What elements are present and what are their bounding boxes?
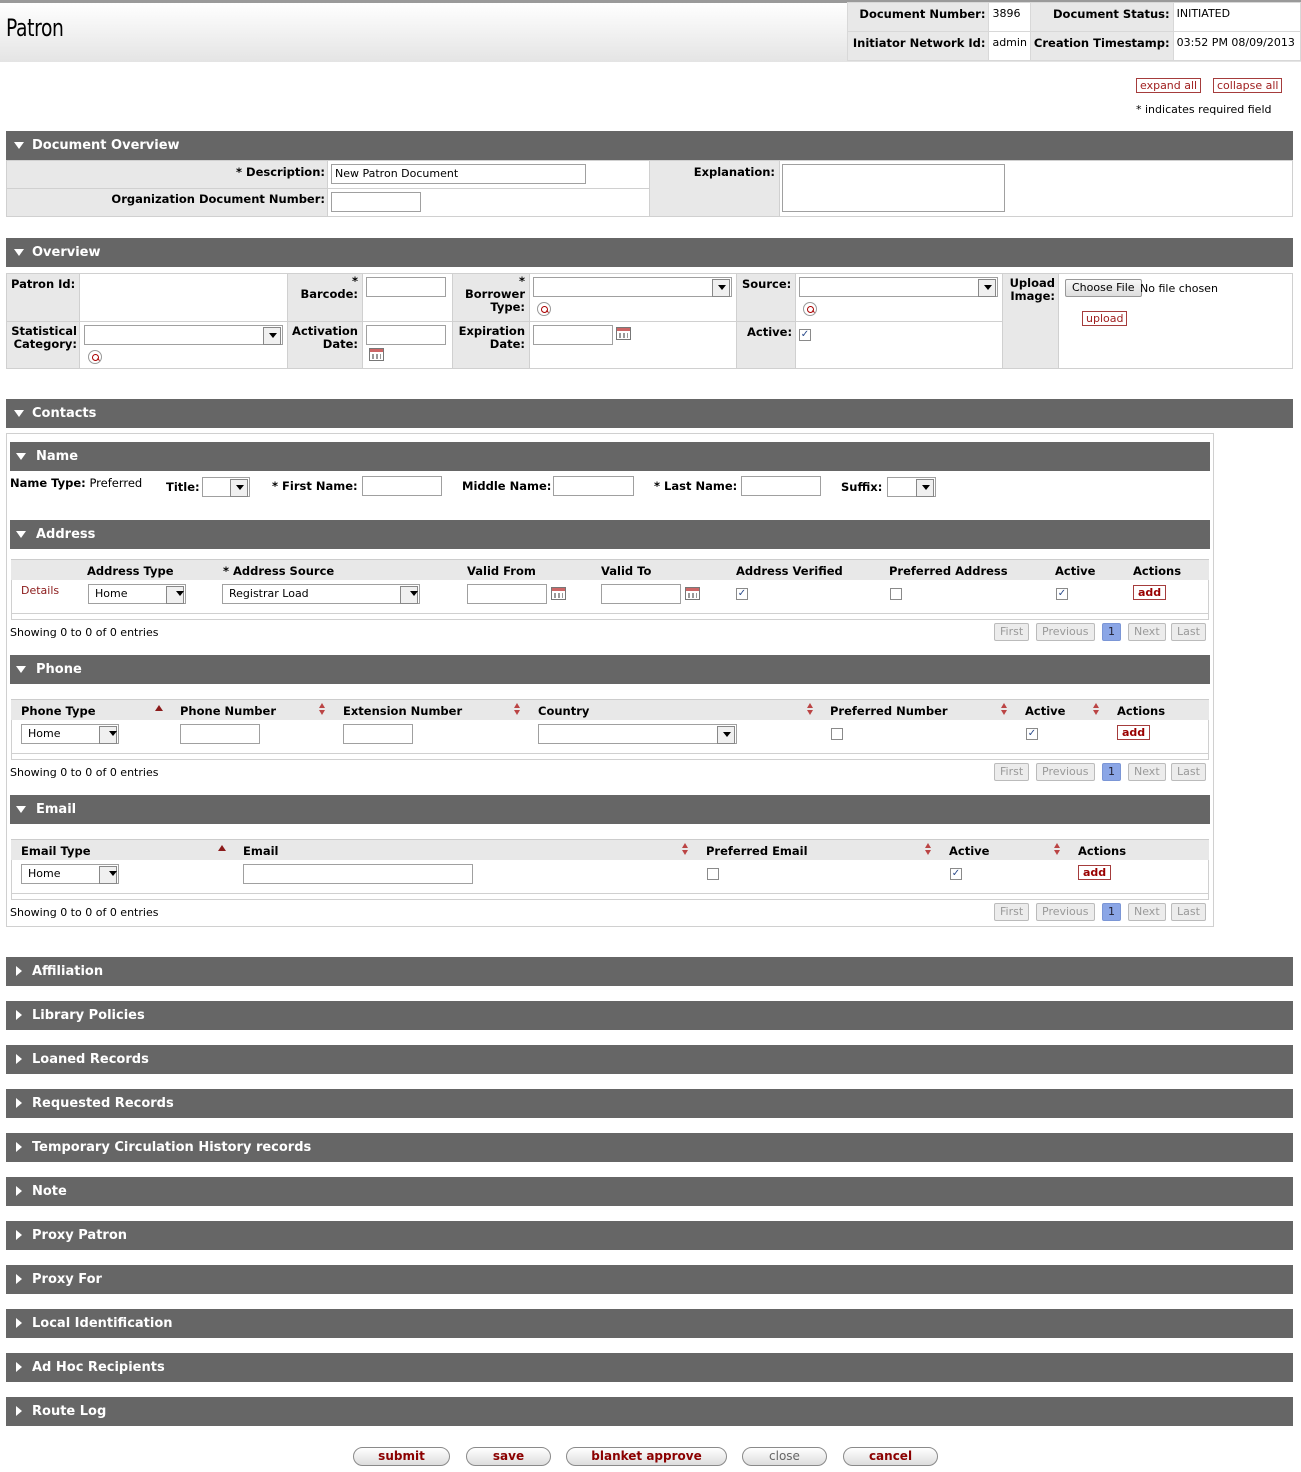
sort-icon xyxy=(1093,703,1099,717)
address-active-checkbox[interactable]: ✓ xyxy=(1057,588,1067,599)
calendar-icon[interactable] xyxy=(685,587,700,600)
details-link[interactable]: Details xyxy=(21,584,60,597)
email-active-checkbox[interactable]: ✓ xyxy=(951,868,961,879)
email-pager-first[interactable]: First xyxy=(994,903,1029,921)
phone-type-select[interactable]: Home xyxy=(21,724,119,744)
name-type-label: Name Type: xyxy=(10,476,86,490)
address-verified-checkbox[interactable]: ✓ xyxy=(737,588,747,599)
org-doc-number-input[interactable] xyxy=(331,192,421,212)
last-name-label: * Last Name: xyxy=(654,479,738,493)
expiration-date-label xyxy=(455,325,525,351)
lookup-magnifier-icon[interactable] xyxy=(537,302,551,316)
preferred-number-checkbox[interactable] xyxy=(831,728,843,740)
address-add-button[interactable]: add xyxy=(1133,585,1166,600)
required-star: * xyxy=(518,274,525,288)
sort-icon xyxy=(319,703,325,717)
submit-button[interactable]: submit xyxy=(353,1447,450,1466)
page-title: Patron xyxy=(6,14,64,42)
col-active[interactable]: Active xyxy=(1055,564,1096,578)
chevron-down-icon xyxy=(176,591,184,596)
borrower-type-label xyxy=(455,275,525,314)
row-divider xyxy=(7,188,649,189)
description-label: * Description: xyxy=(236,165,325,179)
first-name-label: * First Name: xyxy=(272,479,358,493)
overview-panel xyxy=(6,273,1293,369)
no-file-text: No file chosen xyxy=(1140,282,1218,295)
chevron-down-icon xyxy=(236,485,244,490)
address-type-select[interactable]: Home xyxy=(88,584,186,604)
chevron-down-icon xyxy=(922,485,930,490)
expand-triangle-icon xyxy=(16,1318,22,1328)
org-doc-number-label: Organization Document Number: xyxy=(111,192,325,206)
email-add-button[interactable]: add xyxy=(1078,865,1111,880)
email-pager-last[interactable]: Last xyxy=(1171,903,1206,921)
email-pager-next[interactable]: Next xyxy=(1128,903,1166,921)
chevron-down-icon xyxy=(718,285,726,290)
col-preferred-number[interactable]: Preferred Number xyxy=(830,704,948,718)
borrower-label-2: Type: xyxy=(490,300,525,314)
phone-pager-page[interactable]: 1 xyxy=(1102,763,1121,781)
collapse-triangle-icon xyxy=(14,410,24,417)
barcode-label xyxy=(290,275,358,301)
tab-title: Loaned Records xyxy=(32,1052,149,1067)
collapse-all-button[interactable]: collapse all xyxy=(1213,78,1282,93)
expiration-label-2: Date: xyxy=(489,337,525,351)
tab-library-policies[interactable] xyxy=(6,1001,1293,1030)
col-phone-number[interactable]: Phone Number xyxy=(180,704,277,718)
address-table-header xyxy=(11,559,1209,580)
sort-icon xyxy=(682,843,688,857)
col-active[interactable]: Active xyxy=(949,844,990,858)
active-checkbox[interactable]: ✓ xyxy=(800,329,810,340)
tab-proxy-for[interactable] xyxy=(6,1265,1293,1294)
doc-number: 3896 xyxy=(989,3,1030,32)
address-pager-previous[interactable]: Previous xyxy=(1036,623,1095,641)
expand-triangle-icon xyxy=(16,1274,22,1284)
upload-label-1: Upload xyxy=(1009,276,1055,290)
tab-loaned-records[interactable] xyxy=(6,1045,1293,1074)
phone-pager-next[interactable]: Next xyxy=(1128,763,1166,781)
section-title: Name xyxy=(36,449,79,464)
suffix-select[interactable] xyxy=(887,477,936,497)
expand-all-button[interactable]: expand all xyxy=(1136,78,1201,93)
phone-number-input[interactable] xyxy=(180,724,260,744)
row-divider xyxy=(7,321,1002,322)
expand-triangle-icon xyxy=(16,1142,22,1152)
col-valid-from[interactable]: Valid From xyxy=(467,564,536,578)
email-entries-count: Showing 0 to 0 of 0 entries xyxy=(10,906,159,919)
borrower-type-select[interactable] xyxy=(533,277,732,297)
expiration-label-1: Expiration xyxy=(458,324,525,338)
address-entries-count: Showing 0 to 0 of 0 entries xyxy=(10,626,159,639)
title-label: Title: xyxy=(166,480,200,494)
chevron-down-icon xyxy=(109,731,117,736)
calendar-icon[interactable] xyxy=(369,348,384,361)
activation-label-2: Date: xyxy=(322,337,358,351)
chevron-down-icon xyxy=(269,333,277,338)
lookup-magnifier-icon[interactable] xyxy=(88,350,102,364)
suffix-label: Suffix: xyxy=(841,480,883,494)
tab-note[interactable] xyxy=(6,1177,1293,1206)
tab-local-identification[interactable] xyxy=(6,1309,1293,1338)
sort-asc-icon xyxy=(155,705,163,711)
tab-temporary-circulation-history[interactable] xyxy=(6,1133,1293,1162)
collapse-triangle-icon xyxy=(14,142,24,149)
address-pager-last[interactable]: Last xyxy=(1171,623,1206,641)
extension-number-input[interactable] xyxy=(343,724,413,744)
phone-pager-first[interactable]: First xyxy=(994,763,1029,781)
last-name-input[interactable] xyxy=(741,476,821,496)
source-label: Source: xyxy=(742,277,792,291)
activation-date-input[interactable] xyxy=(366,325,446,345)
tab-title: Route Log xyxy=(32,1404,107,1419)
close-button[interactable]: close xyxy=(742,1447,827,1466)
tab-title: Affiliation xyxy=(32,964,104,979)
required-note: * indicates required field xyxy=(1136,103,1272,116)
collapse-triangle-icon xyxy=(16,806,26,813)
statistical-category-select[interactable] xyxy=(84,325,283,345)
tab-title: Proxy Patron xyxy=(32,1228,128,1243)
col-email-type[interactable]: Email Type xyxy=(21,844,91,858)
stat-label-2: Category: xyxy=(13,337,77,351)
expand-triangle-icon xyxy=(16,1054,22,1064)
activation-date-label xyxy=(290,325,358,351)
doc-number-label: Document Number: xyxy=(848,3,989,32)
stat-label-1: Statistical xyxy=(11,324,77,338)
row-divider xyxy=(11,613,1209,614)
doc-status-label: Document Status: xyxy=(1030,3,1173,32)
expand-triangle-icon xyxy=(16,1230,22,1240)
active-label: Active: xyxy=(747,325,793,339)
col-address-type[interactable]: Address Type xyxy=(87,564,174,578)
col-email[interactable]: Email xyxy=(243,844,279,858)
valid-to-input[interactable] xyxy=(601,584,681,604)
section-phone[interactable] xyxy=(10,655,1210,684)
doc-status: INITIATED xyxy=(1173,3,1300,32)
col-country[interactable]: Country xyxy=(538,704,590,718)
chevron-down-icon xyxy=(723,732,731,737)
address-pager-first[interactable]: First xyxy=(994,623,1029,641)
tab-title: Contacts xyxy=(32,406,97,421)
tab-title: Overview xyxy=(32,245,101,260)
tab-title: Proxy For xyxy=(32,1272,102,1287)
tab-title: Note xyxy=(32,1184,67,1199)
phone-entries-count: Showing 0 to 0 of 0 entries xyxy=(10,766,159,779)
expand-triangle-icon xyxy=(16,966,22,976)
email-input[interactable] xyxy=(243,864,473,884)
tab-requested-records[interactable] xyxy=(6,1089,1293,1118)
source-select[interactable] xyxy=(799,277,998,297)
patron-id-label: Patron Id: xyxy=(11,277,76,291)
sort-icon xyxy=(807,703,813,717)
tab-route-log[interactable] xyxy=(6,1397,1293,1426)
section-name[interactable] xyxy=(10,442,1210,471)
collapse-triangle-icon xyxy=(16,531,26,538)
tab-title: Ad Hoc Recipients xyxy=(32,1360,165,1375)
middle-name-input[interactable] xyxy=(553,476,634,496)
tab-proxy-patron[interactable] xyxy=(6,1221,1293,1250)
tab-contacts[interactable] xyxy=(6,399,1293,428)
expand-triangle-icon xyxy=(16,1406,22,1416)
expand-triangle-icon xyxy=(16,1186,22,1196)
col-address-verified[interactable]: Address Verified xyxy=(736,564,843,578)
upload-image-label xyxy=(1005,277,1055,303)
required-star: * xyxy=(351,274,358,288)
collapse-triangle-icon xyxy=(14,249,24,256)
col-actions[interactable]: Actions xyxy=(1133,564,1182,578)
cancel-button[interactable]: cancel xyxy=(843,1447,938,1466)
phone-add-button[interactable]: add xyxy=(1117,725,1150,740)
section-address[interactable] xyxy=(10,520,1210,549)
upload-label-2: Image: xyxy=(1010,289,1055,303)
col-preferred-email[interactable]: Preferred Email xyxy=(706,844,808,858)
explanation-textarea[interactable] xyxy=(782,164,1005,212)
barcode-input[interactable] xyxy=(366,277,446,297)
document-info-table xyxy=(847,2,1301,61)
calendar-icon[interactable] xyxy=(616,327,631,340)
col-actions[interactable]: Actions xyxy=(1078,844,1127,858)
expand-triangle-icon xyxy=(16,1362,22,1372)
valid-from-input[interactable] xyxy=(467,584,547,604)
email-pager-previous[interactable]: Previous xyxy=(1036,903,1095,921)
address-pager-page[interactable]: 1 xyxy=(1102,623,1121,641)
choose-file-button[interactable]: Choose File xyxy=(1065,279,1142,297)
row-divider xyxy=(11,893,1209,894)
email-table-header xyxy=(11,839,1209,860)
blanket-approve-button[interactable]: blanket approve xyxy=(566,1447,727,1466)
email-row xyxy=(11,860,1209,900)
tab-title: Local Identification xyxy=(32,1316,173,1331)
sort-icon xyxy=(925,843,931,857)
initiator: admin xyxy=(989,32,1030,61)
phone-active-checkbox[interactable]: ✓ xyxy=(1027,728,1037,739)
phone-pager-previous[interactable]: Previous xyxy=(1036,763,1095,781)
tab-title: Library Policies xyxy=(32,1008,145,1023)
name-type-value: Preferred xyxy=(89,476,143,490)
preferred-address-checkbox[interactable] xyxy=(890,588,902,600)
tab-document-overview[interactable] xyxy=(6,131,1293,160)
initiator-label: Initiator Network Id: xyxy=(848,32,989,61)
upload-button[interactable]: upload xyxy=(1082,311,1127,326)
col-preferred-address[interactable]: Preferred Address xyxy=(889,564,1008,578)
description-input[interactable]: New Patron Document xyxy=(331,164,586,184)
explanation-label: Explanation: xyxy=(693,165,775,179)
chevron-down-icon xyxy=(984,285,992,290)
doc-overview-panel xyxy=(6,160,1293,217)
borrower-label-1: Borrower xyxy=(464,287,525,301)
tab-title: Requested Records xyxy=(32,1096,174,1111)
col-phone-type[interactable]: Phone Type xyxy=(21,704,96,718)
sort-icon xyxy=(514,703,520,717)
collapse-triangle-icon xyxy=(16,666,26,673)
tab-overview[interactable] xyxy=(6,238,1293,267)
sort-asc-icon xyxy=(218,845,226,851)
col-address-source[interactable]: * Address Source xyxy=(223,564,335,578)
name-type xyxy=(10,476,142,490)
save-button[interactable]: save xyxy=(466,1447,551,1466)
middle-name-label: Middle Name: xyxy=(462,479,552,493)
section-title: Address xyxy=(36,527,96,542)
lookup-magnifier-icon[interactable] xyxy=(803,302,817,316)
barcode-label-text: Barcode: xyxy=(300,287,358,301)
tab-ad-hoc-recipients[interactable] xyxy=(6,1353,1293,1382)
phone-table-header xyxy=(11,699,1209,720)
tab-affiliation[interactable] xyxy=(6,957,1293,986)
col-actions[interactable]: Actions xyxy=(1117,704,1166,718)
address-pager-next[interactable]: Next xyxy=(1128,623,1166,641)
statistical-category-label xyxy=(10,325,77,351)
tab-title: Document Overview xyxy=(32,138,180,153)
title-select[interactable] xyxy=(202,477,250,497)
email-type-select[interactable]: Home xyxy=(21,864,119,884)
calendar-icon[interactable] xyxy=(551,587,566,600)
sort-icon xyxy=(1001,703,1007,717)
section-title: Phone xyxy=(36,662,82,677)
activation-label-1: Activation xyxy=(292,324,358,338)
address-source-select[interactable]: Registrar Load xyxy=(222,584,420,604)
expand-triangle-icon xyxy=(16,1098,22,1108)
country-select[interactable] xyxy=(538,724,737,744)
phone-pager-last[interactable]: Last xyxy=(1171,763,1206,781)
email-pager-page[interactable]: 1 xyxy=(1102,903,1121,921)
row-divider xyxy=(11,753,1209,754)
expiration-date-input[interactable] xyxy=(533,325,613,345)
chevron-down-icon xyxy=(109,871,117,876)
chevron-down-icon xyxy=(410,591,418,596)
created-label: Creation Timestamp: xyxy=(1030,32,1173,61)
first-name-input[interactable] xyxy=(362,476,442,496)
expand-triangle-icon xyxy=(16,1010,22,1020)
section-title: Email xyxy=(36,802,77,817)
col-extension-number[interactable]: Extension Number xyxy=(343,704,463,718)
collapse-triangle-icon xyxy=(16,453,26,460)
col-valid-to[interactable]: Valid To xyxy=(601,564,652,578)
col-active[interactable]: Active xyxy=(1025,704,1066,718)
section-email[interactable] xyxy=(10,795,1210,824)
tab-title: Temporary Circulation History records xyxy=(32,1140,312,1155)
sort-icon xyxy=(1054,843,1060,857)
preferred-email-checkbox[interactable] xyxy=(707,868,719,880)
created: 03:52 PM 08/09/2013 xyxy=(1173,32,1300,61)
